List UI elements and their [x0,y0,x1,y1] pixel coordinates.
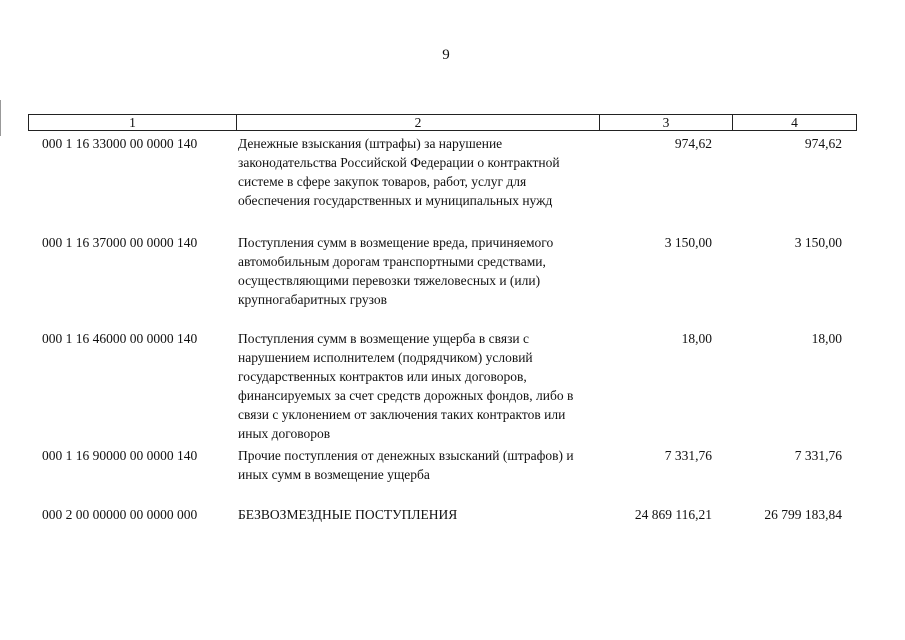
column-header-row [29,115,857,131]
budget-code: 000 1 16 46000 00 0000 140 [42,331,198,346]
row-description: Прочие поступления от денежных взысканий (штрафов) и иных сумм в возмещение ущерба [238,448,574,482]
page-edge-mark [0,100,1,136]
row-description: Поступления сумм в возмещение вреда, причиняемого автомобильным дорогам транспортными средствами, осуществляющими перевозки тяжеловесных и (или) крупногабаритных грузов [238,235,554,307]
amount-col3: 3 150,00 [664,235,712,250]
amount-col3: 24 869 116,21 [634,507,712,522]
row-description: Поступления сумм в возмещение ущерба в связи с нарушением исполнителем (подрядчиком) условий государственных контрактов или иных договоров, финансируемых за счет средств дорожных фондов, либо в связи с уклонением от заключения таких контрактов или иных договоров [238,331,574,441]
amount-col4: 974,62 [804,136,842,151]
row-description: Денежные взыскания (штрафы) за нарушение законодательства Российской Федерации о контрактной системе в сфере закупок товаров, работ, услуг для обеспечения государственных и муниципальных нужд [238,136,560,208]
page-number: 9 [442,47,450,63]
column-header-1: 1 [29,115,237,131]
amount-col4: 7 331,76 [794,448,842,463]
column-header-4: 4 [733,115,857,131]
budget-code: 000 2 00 00000 00 0000 000 [42,507,198,522]
row-description: БЕЗВОЗМЕЗДНЫЕ ПОСТУПЛЕНИЯ [238,507,458,522]
column-header-2: 2 [237,115,600,131]
amount-col3: 974,62 [674,136,712,151]
column-header-3: 3 [600,115,733,131]
column-header-table [28,114,857,131]
amount-col3: 18,00 [681,331,712,346]
budget-code: 000 1 16 37000 00 0000 140 [42,235,198,250]
budget-code: 000 1 16 90000 00 0000 140 [42,448,198,463]
amount-col4: 26 799 183,84 [764,507,842,522]
amount-col4: 18,00 [811,331,842,346]
budget-code: 000 1 16 33000 00 0000 140 [42,136,198,151]
amount-col3: 7 331,76 [664,448,712,463]
amount-col4: 3 150,00 [794,235,842,250]
